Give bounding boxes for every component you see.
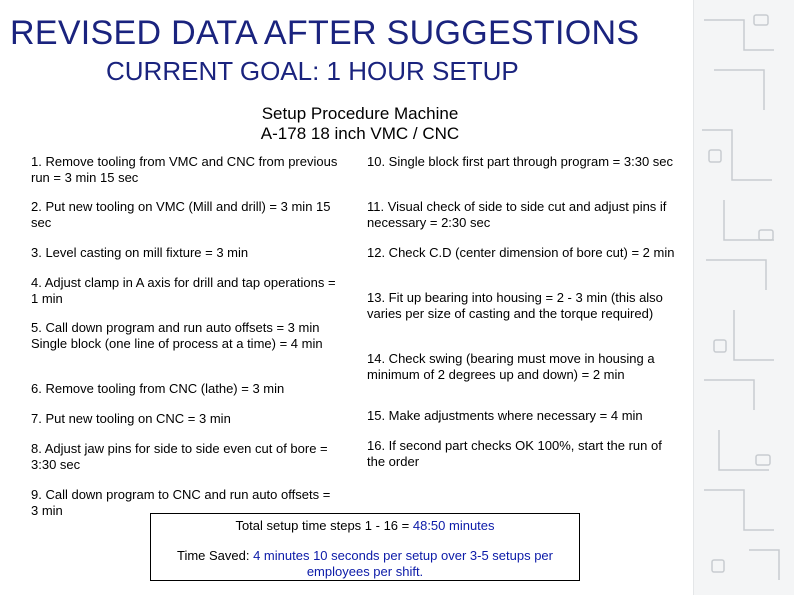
step-11: 11. Visual check of side to side cut and adjust pins if necessary = 2:30 sec <box>367 199 667 230</box>
step-6: 6. Remove tooling from CNC (lathe) = 3 min <box>31 381 285 396</box>
total-time-label: Total setup time steps 1 - 16 = <box>235 518 413 533</box>
step-7: 7. Put new tooling on CNC = 3 min <box>31 411 231 426</box>
total-time <box>151 518 579 533</box>
step-2: 2. Put new tooling on VMC (Mill and drill) = 3 min 15 sec <box>31 199 331 230</box>
step-9: 9. Call down program to CNC and run auto offsets = 3 min <box>31 487 331 518</box>
procedure-heading-line2: A-178 18 inch VMC / CNC <box>260 124 460 143</box>
step-10: 10. Single block first part through program = 3:30 sec <box>367 154 674 169</box>
procedure-heading-line1: Setup Procedure Machine <box>261 104 459 123</box>
step-12: 12. Check C.D (center dimension of bore cut) = 2 min <box>367 245 675 260</box>
step-13: 13. Fit up bearing into housing = 2 - 3 min (this also varies per size of casting and the torque required) <box>367 290 663 321</box>
decorative-circuit-pattern <box>693 0 794 595</box>
time-saved-label: Time Saved: <box>176 548 254 563</box>
time-saved-value: 4 minutes 10 seconds per setup over 3-5 setups per employees per shift. <box>253 548 553 579</box>
step-14: 14. Check swing (bearing must move in housing a minimum of 2 degrees up and down) = 2 min <box>367 351 655 382</box>
page-subtitle: CURRENT GOAL: 1 HOUR SETUP <box>106 56 519 86</box>
summary-box <box>150 513 580 581</box>
step-8: 8. Adjust jaw pins for side to side even cut of bore = 3:30 sec <box>31 441 328 472</box>
procedure-heading <box>230 104 490 144</box>
page-title: REVISED DATA AFTER SUGGESTIONS <box>10 14 640 52</box>
step-4: 4. Adjust clamp in A axis for drill and tap operations = 1 min <box>31 275 336 306</box>
step-1: 1. Remove tooling from VMC and CNC from previous run = 3 min 15 sec <box>31 154 338 185</box>
step-16: 16. If second part checks OK 100%, start the run of the order <box>367 438 662 469</box>
time-saved <box>161 548 569 580</box>
step-15: 15. Make adjustments where necessary = 4 min <box>367 408 643 423</box>
total-time-value: 48:50 minutes <box>412 518 495 533</box>
step-3: 3. Level casting on mill fixture = 3 min <box>31 245 249 260</box>
step-5: 5. Call down program and run auto offsets = 3 min Single block (one line of process at a time) = 4 min <box>31 320 323 351</box>
